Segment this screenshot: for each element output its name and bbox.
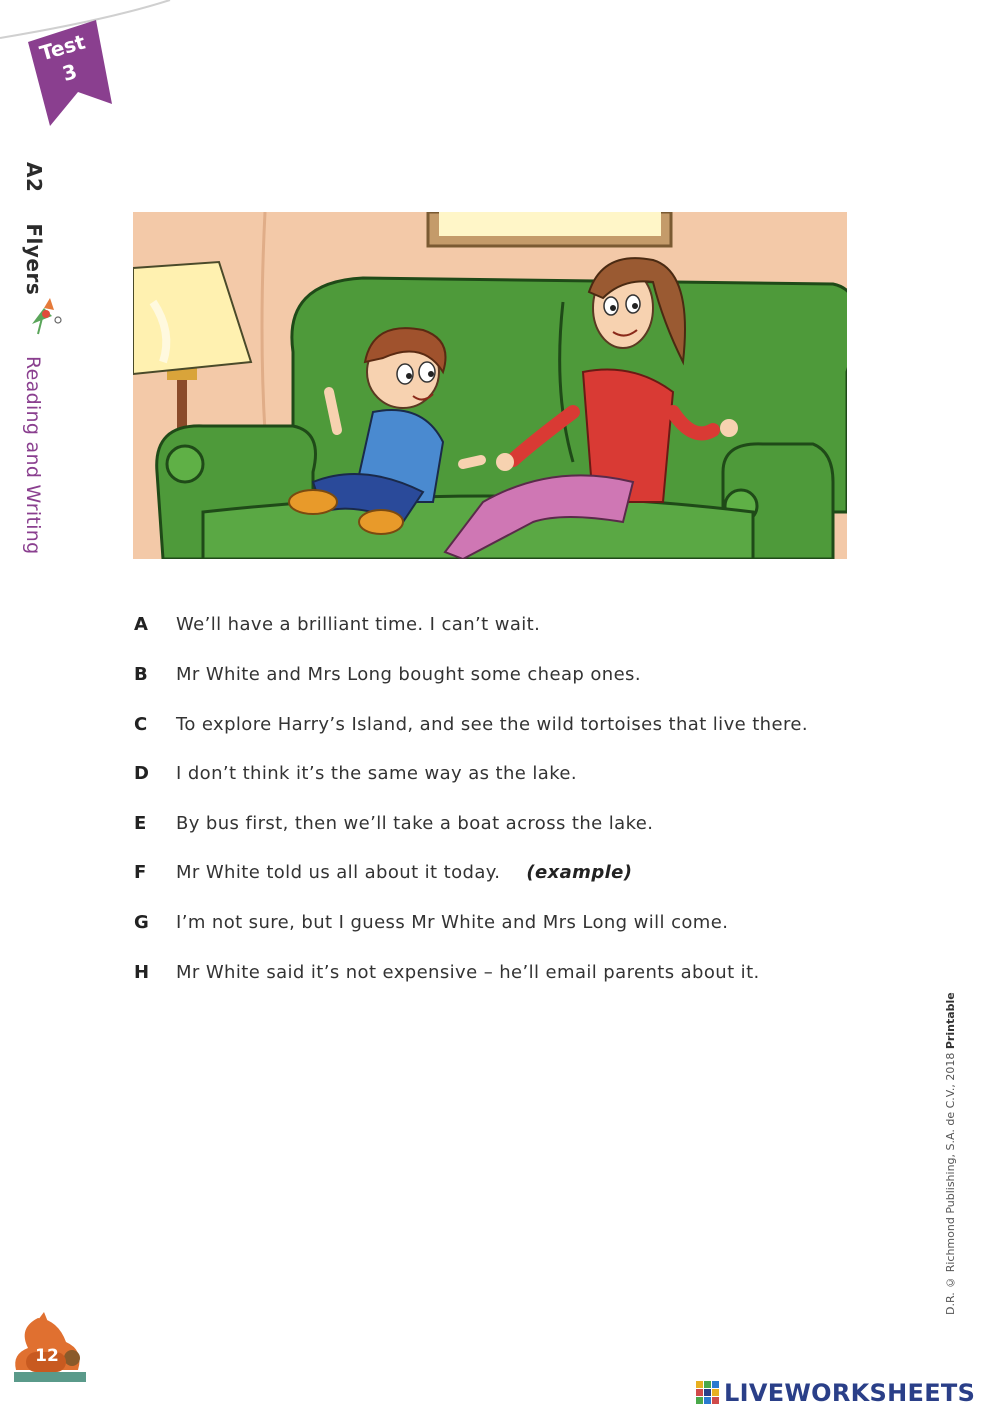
level-name: Flyers (22, 223, 46, 296)
test-tag-line1: Test (36, 29, 88, 66)
option-sentence: Mr White told us all about it today. (176, 862, 501, 883)
option-text (176, 614, 540, 635)
option-sentence: I’m not sure, but I guess Mr White and Mrs Long will come. (176, 912, 729, 933)
side-level-label (22, 162, 46, 295)
option-letter: E (134, 813, 147, 834)
option-letter: F (134, 862, 147, 883)
option-letter: C (134, 714, 148, 735)
liveworksheets-logo (696, 1378, 975, 1408)
option-text (176, 664, 641, 685)
option-sentence: To explore Harry’s Island, and see the wild tortoises that live there. (176, 714, 808, 735)
option-letter: A (134, 614, 148, 635)
option-sentence: We’ll have a brilliant time. I can’t wait. (176, 614, 541, 635)
option-letter: D (134, 763, 149, 784)
example-label: (example) (526, 862, 633, 883)
option-sentence: Mr White said it’s not expensive – he’ll email parents about it. (176, 962, 760, 983)
illustration-boy-and-woman-on-sofa (133, 212, 847, 559)
liveworksheets-mark-icon (696, 1381, 720, 1405)
option-sentence: I don’t think it’s the same way as the lake. (176, 763, 578, 784)
page-number: 12 (35, 1346, 59, 1366)
option-letter: B (134, 664, 148, 685)
option-text (176, 763, 577, 784)
test-tag-line2: 3 (59, 59, 80, 86)
liveworksheets-wordmark: LIVEWORKSHEETS (724, 1379, 976, 1407)
copyright-text: D.R. © Richmond Publishing, S.A. de C.V., 2018 (944, 1052, 957, 1315)
option-letter: H (134, 962, 150, 983)
option-sentence: By bus first, then we’ll take a boat across the lake. (176, 813, 654, 834)
side-section-label: Reading and Writing (22, 356, 44, 555)
option-text (176, 912, 728, 933)
level-code: A2 (22, 162, 46, 193)
option-letter: G (134, 912, 149, 933)
copyright-notice (944, 992, 957, 1315)
option-sentence: Mr White and Mrs Long bought some cheap ones. (176, 664, 641, 685)
bird-icon (22, 294, 66, 338)
corner-ribbon-line (0, 0, 1000, 60)
option-text (176, 813, 653, 834)
option-text (176, 962, 760, 983)
option-text (176, 714, 808, 735)
printable-label: Printable (944, 992, 957, 1050)
option-text (176, 862, 632, 883)
